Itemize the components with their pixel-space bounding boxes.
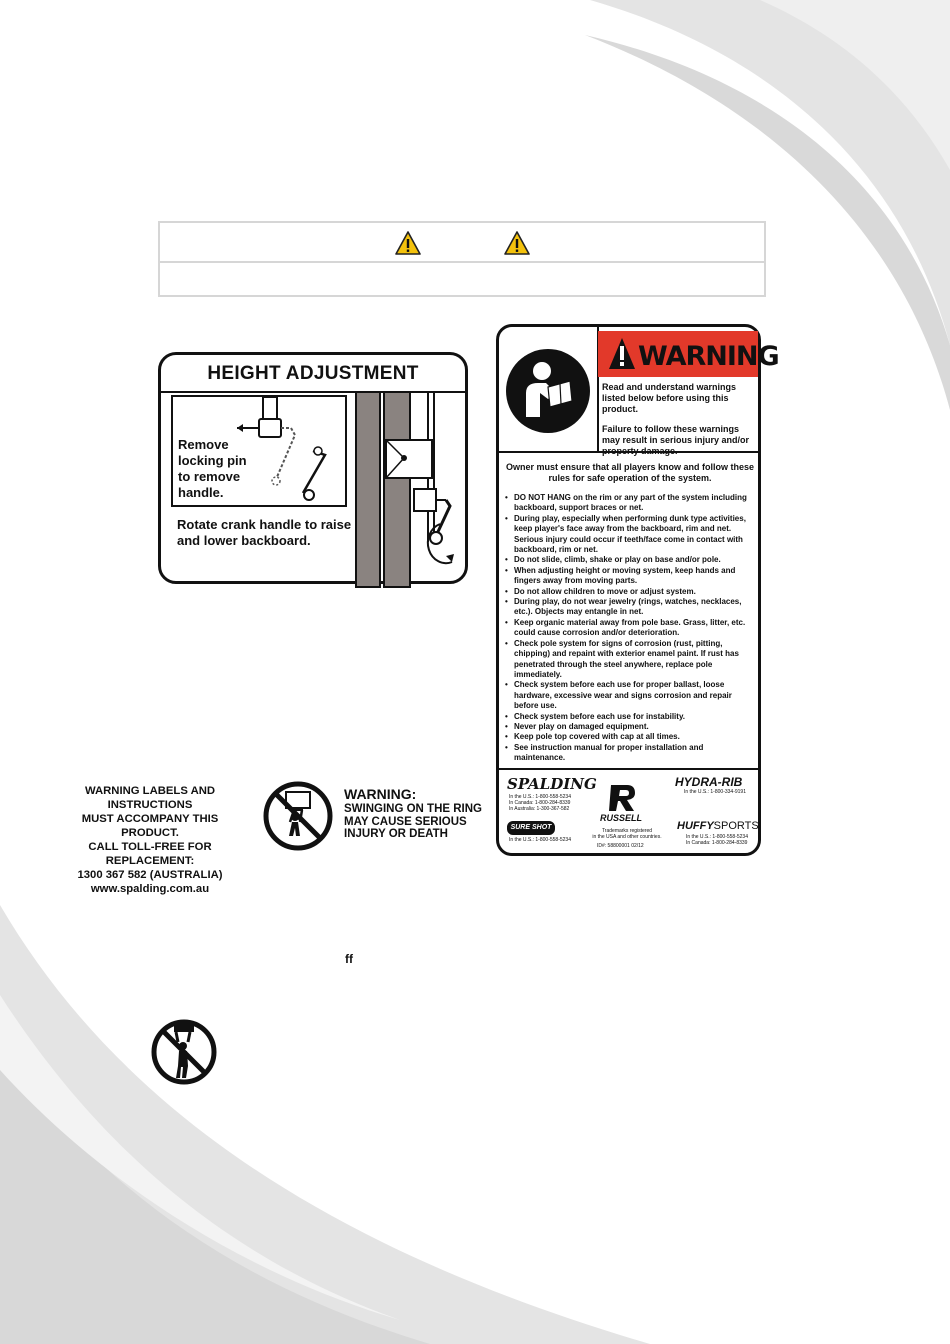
list-item: • Check pole system for signs of corrosion (rust, pitting, chipping) and repaint with exterior enamel paint. If rust has penetrated through the steel anywhere, replace pole immediately.: [505, 639, 755, 681]
warning-label: [496, 324, 779, 856]
notice-phone: 1300 367 582 (AUSTRALIA): [77, 869, 223, 881]
warning-header-text: WARNING: [638, 341, 779, 372]
notice-line: MUST ACCOMPANY THIS PRODUCT.: [81, 813, 219, 839]
sure-shot-contact: In the U.S.: 1-800-558-5234: [509, 837, 571, 843]
huffy-sports-text: SPORTS: [713, 820, 759, 832]
swing-warning-line: SWINGING ON THE RING: [344, 803, 482, 815]
list-item: • During play, especially when performing dunk type activities, keep player's face away from the backboard, rim and net. Serious injury could occur if teeth/face come in contact with backboard, rim or net.: [505, 514, 755, 556]
huffy-contact: In the U.S.: 1-800-558-5234 In Canada: 1-800-284-8339: [686, 834, 748, 846]
height-adjustment-label: [158, 352, 468, 584]
caution-table: [158, 221, 766, 297]
huffy-logo: HUFFY: [677, 820, 714, 832]
spalding-logo: SPALDING: [507, 775, 597, 793]
sure-shot-badge: [507, 821, 555, 835]
caution-table-header-row: [160, 223, 764, 263]
no-swinging-icon: [262, 780, 334, 852]
list-item: • When adjusting height or moving system, keep hands and fingers away from moving parts.: [505, 566, 755, 587]
notice-line: WARNING LABELS AND INSTRUCTIONS: [84, 785, 216, 811]
list-item: • Keep pole top covered with cap at all times.: [505, 732, 755, 742]
pole-crank-illustration: [354, 392, 466, 587]
list-item: • Check system before each use for proper ballast, loose hardware, excessive wear and signs corrosion and repair before use.: [505, 680, 755, 711]
read-manual-icon: [504, 347, 592, 435]
swing-warning-line: MAY CAUSE SERIOUS: [344, 815, 467, 828]
trademark-text: Trademarks registered in the USA and other countries.: [592, 828, 662, 840]
replacement-notice: [60, 784, 240, 896]
warning-intro: [602, 382, 758, 457]
russell-logo: RUSSELL: [600, 813, 643, 823]
sure-shot-logo: SURE SHOT: [510, 824, 552, 831]
height-adjustment-title: HEIGHT ADJUSTMENT: [207, 363, 419, 384]
stray-text: ff: [345, 952, 353, 966]
warning-intro-read: Read and understand warnings listed below before using this product.: [602, 382, 737, 414]
list-item: • During play, do not wear jewelry (rings, watches, necklaces, etc.). Objects may entangle in net.: [505, 597, 755, 618]
swing-warning-line: INJURY OR DEATH: [344, 828, 448, 840]
owner-rules-intro: Owner must ensure that all players know and follow these rules for safe operation of the system.: [505, 462, 755, 483]
rotate-crank-text: Rotate crank handle to raise and lower backboard.: [177, 517, 352, 548]
list-item: • Do not slide, climb, shake or play on base and/or pole.: [505, 555, 755, 565]
list-item: • Do not allow children to move or adjust system.: [505, 587, 755, 597]
spalding-contact: In the U.S.: 1-800-558-5234 In Canada: 1-800-284-8339 In Australia: 1-300-367-582: [509, 794, 571, 812]
list-item: • Keep organic material away from pole base. Grass, litter, etc. could cause corrosion and/or deterioration.: [505, 618, 755, 639]
russell-logo-icon: [607, 783, 637, 813]
exclamation-triangle-icon: [608, 337, 636, 371]
hydra-rib-logo: HYDRA-RIB: [675, 775, 743, 789]
caution-triangle-icon: [504, 231, 530, 255]
warning-intro-failure: Failure to follow these warnings may result in serious injury and/or property damage.: [602, 424, 750, 456]
list-item: • See instruction manual for proper installation and maintenance.: [505, 743, 755, 764]
warning-header-bar: [598, 331, 779, 377]
remove-locking-pin-text: Remove locking pin to remove handle.: [178, 437, 247, 500]
notice-website: www.spalding.com.au: [90, 883, 210, 895]
caution-triangle-icon: [395, 231, 421, 255]
list-item: • Check system before each use for instability.: [505, 712, 755, 722]
notice-line: CALL TOLL-FREE FOR REPLACEMENT:: [88, 841, 212, 867]
swing-warning-title: WARNING:: [344, 786, 417, 802]
hydra-rib-contact: In the U.S.: 1-800-334-9191: [684, 789, 746, 795]
list-item: • Never play on damaged equipment.: [505, 722, 755, 732]
label-id: ID#: 58800001 02/12: [597, 843, 644, 849]
no-hanging-icon: [150, 1018, 218, 1086]
swing-warning-text: [344, 803, 494, 841]
safety-rules-list: [505, 493, 755, 764]
list-item: • DO NOT HANG on the rim or any part of the system including backboard, support braces or net.: [505, 493, 755, 514]
huffy-sports-logo: [677, 820, 759, 832]
